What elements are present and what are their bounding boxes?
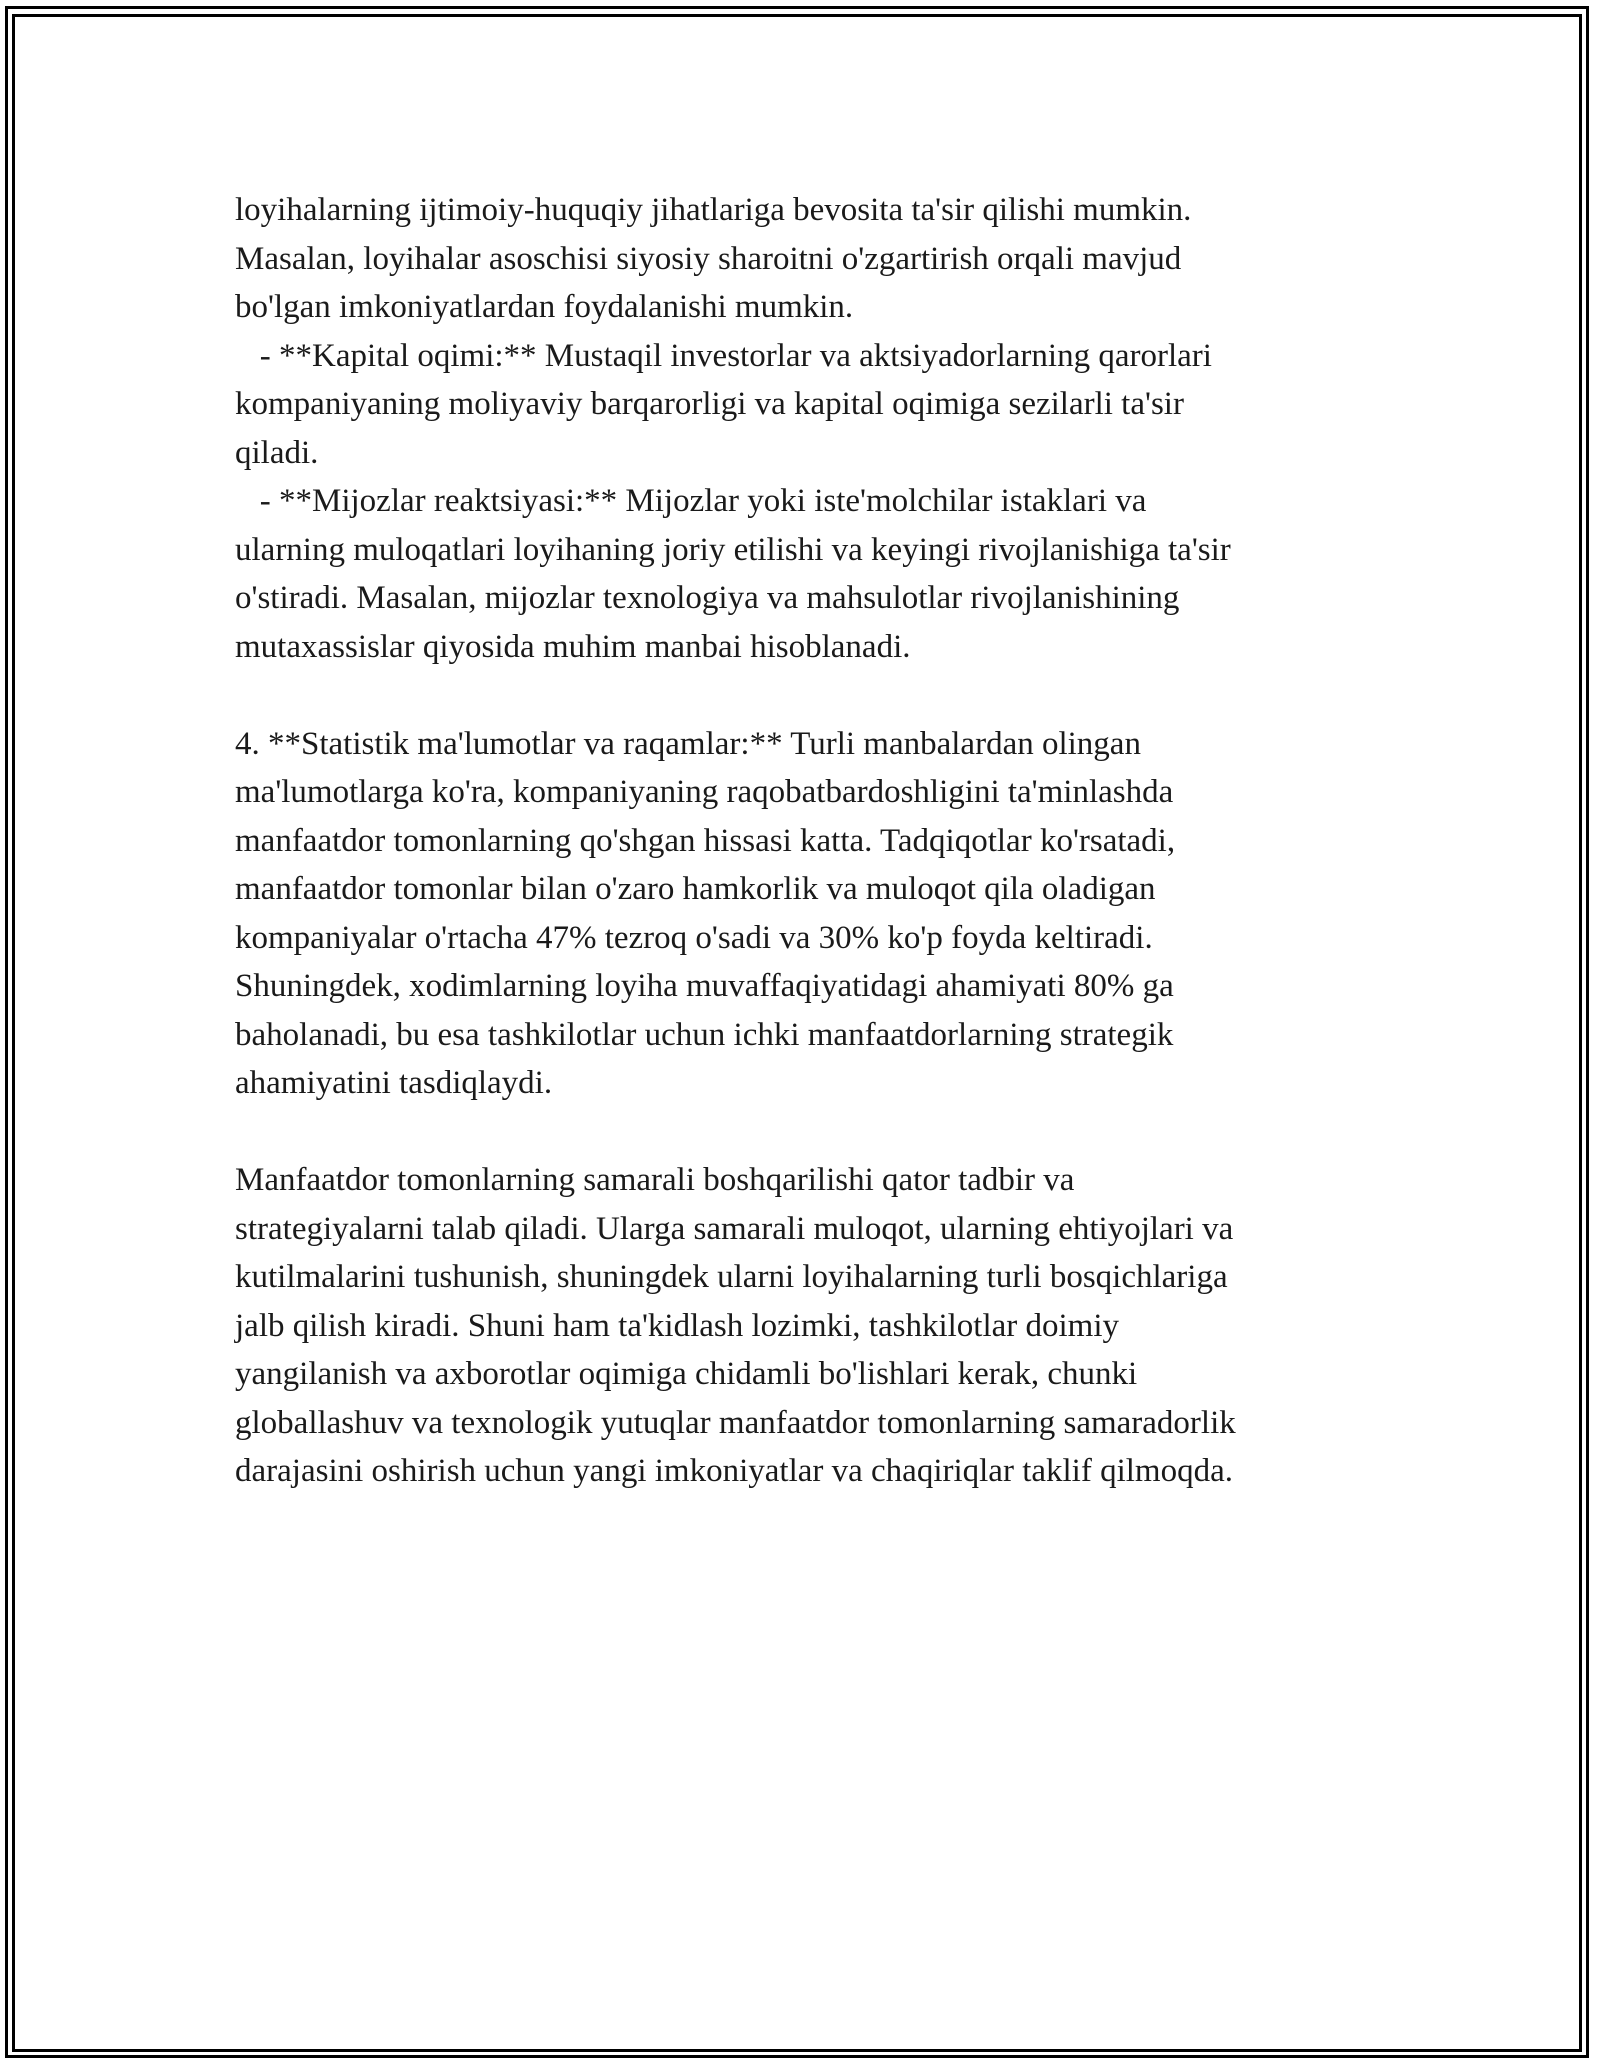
text-line: darajasini oshirish uchun yangi imkoniyatlar va chaqiriqlar taklif qilmoqda.	[235, 1453, 1233, 1489]
paragraph-spacer	[235, 1108, 1415, 1157]
list-item-capital-flow: - **Kapital oqimi:** Mustaqil investorlar va aktsiyadorlarning qarorlari	[235, 337, 1212, 374]
paragraph-conclusion	[235, 1156, 1415, 1496]
text-line: o'stiradi. Masalan, mijozlar texnologiya va mahsulotlar rivojlanishining	[235, 580, 1180, 616]
text-line: mutaxassislar qiyosida muhim manbai hisoblanadi.	[235, 628, 911, 665]
text-line: ahamiyatini tasdiqlaydi.	[235, 1065, 553, 1101]
text-line: qiladi.	[235, 434, 319, 471]
text-line: globallashuv va texnologik yutuqlar manfaatdor tomonlarning samaradorlik	[235, 1404, 1236, 1441]
paragraph-statistics	[235, 720, 1415, 1108]
text-line: ma'lumotlarga ko'ra, kompaniyaning raqobatbardoshligini ta'minlashda	[235, 774, 1174, 810]
text-line: jalb qilish kiradi. Shuni ham ta'kidlash lozimki, tashkilotlar doimiy	[235, 1307, 1120, 1344]
text-line: bo'lgan imkoniyatlardan foydalanishi mumkin.	[235, 289, 854, 325]
text-line: yangilanish va axborotlar oqimiga chidamli bo'lishlari kerak, chunki	[235, 1356, 1138, 1392]
text-line: loyihalarning ijtimoiy-huquqiy jihatlariga bevosita ta'sir qilishi mumkin.	[235, 192, 1192, 228]
text-line: baholanadi, bu esa tashkilotlar uchun ichki manfaatdorlarning strategik	[235, 1016, 1174, 1053]
document-body	[235, 186, 1415, 1496]
text-line: Masalan, loyihalar asoschisi siyosiy sharoitni o'zgartirish orqali mavjud	[235, 240, 1182, 277]
list-item-customer-reaction: - **Mijozlar reaktsiyasi:** Mijozlar yoki iste'molchilar istaklari va	[235, 483, 1147, 519]
text-line: kompaniyalar o'rtacha 47% tezroq o'sadi va 30% ko'p foyda keltiradi.	[235, 919, 1153, 956]
text-line: kompaniyaning moliyaviy barqarorligi va kapital oqimiga sezilarli ta'sir	[235, 386, 1184, 422]
text-line: ularning muloqatlari loyihaning joriy etilishi va keyingi rivojlanishiga ta'sir	[235, 531, 1231, 568]
list-item-statistics: 4. **Statistik ma'lumotlar va raqamlar:** Turli manbalardan olingan	[235, 725, 1141, 762]
text-line: Shuningdek, xodimlarning loyiha muvaffaqiyatidagi ahamiyati 80% ga	[235, 968, 1174, 1004]
text-line: manfaatdor tomonlar bilan o'zaro hamkorlik va muloqot qila oladigan	[235, 871, 1156, 907]
text-line: manfaatdor tomonlarning qo'shgan hissasi katta. Tadqiqotlar ko'rsatadi,	[235, 822, 1176, 859]
text-line: Manfaatdor tomonlarning samarali boshqarilishi qator tadbir va	[235, 1162, 1075, 1198]
text-line: strategiyalarni talab qiladi. Ularga samarali muloqot, ularning ehtiyojlari va	[235, 1210, 1234, 1247]
paragraph-spacer	[235, 671, 1415, 720]
paragraph-stakeholder-influence	[235, 186, 1415, 671]
text-line: kutilmalarini tushunish, shuningdek ularni loyihalarning turli bosqichlariga	[235, 1259, 1228, 1295]
